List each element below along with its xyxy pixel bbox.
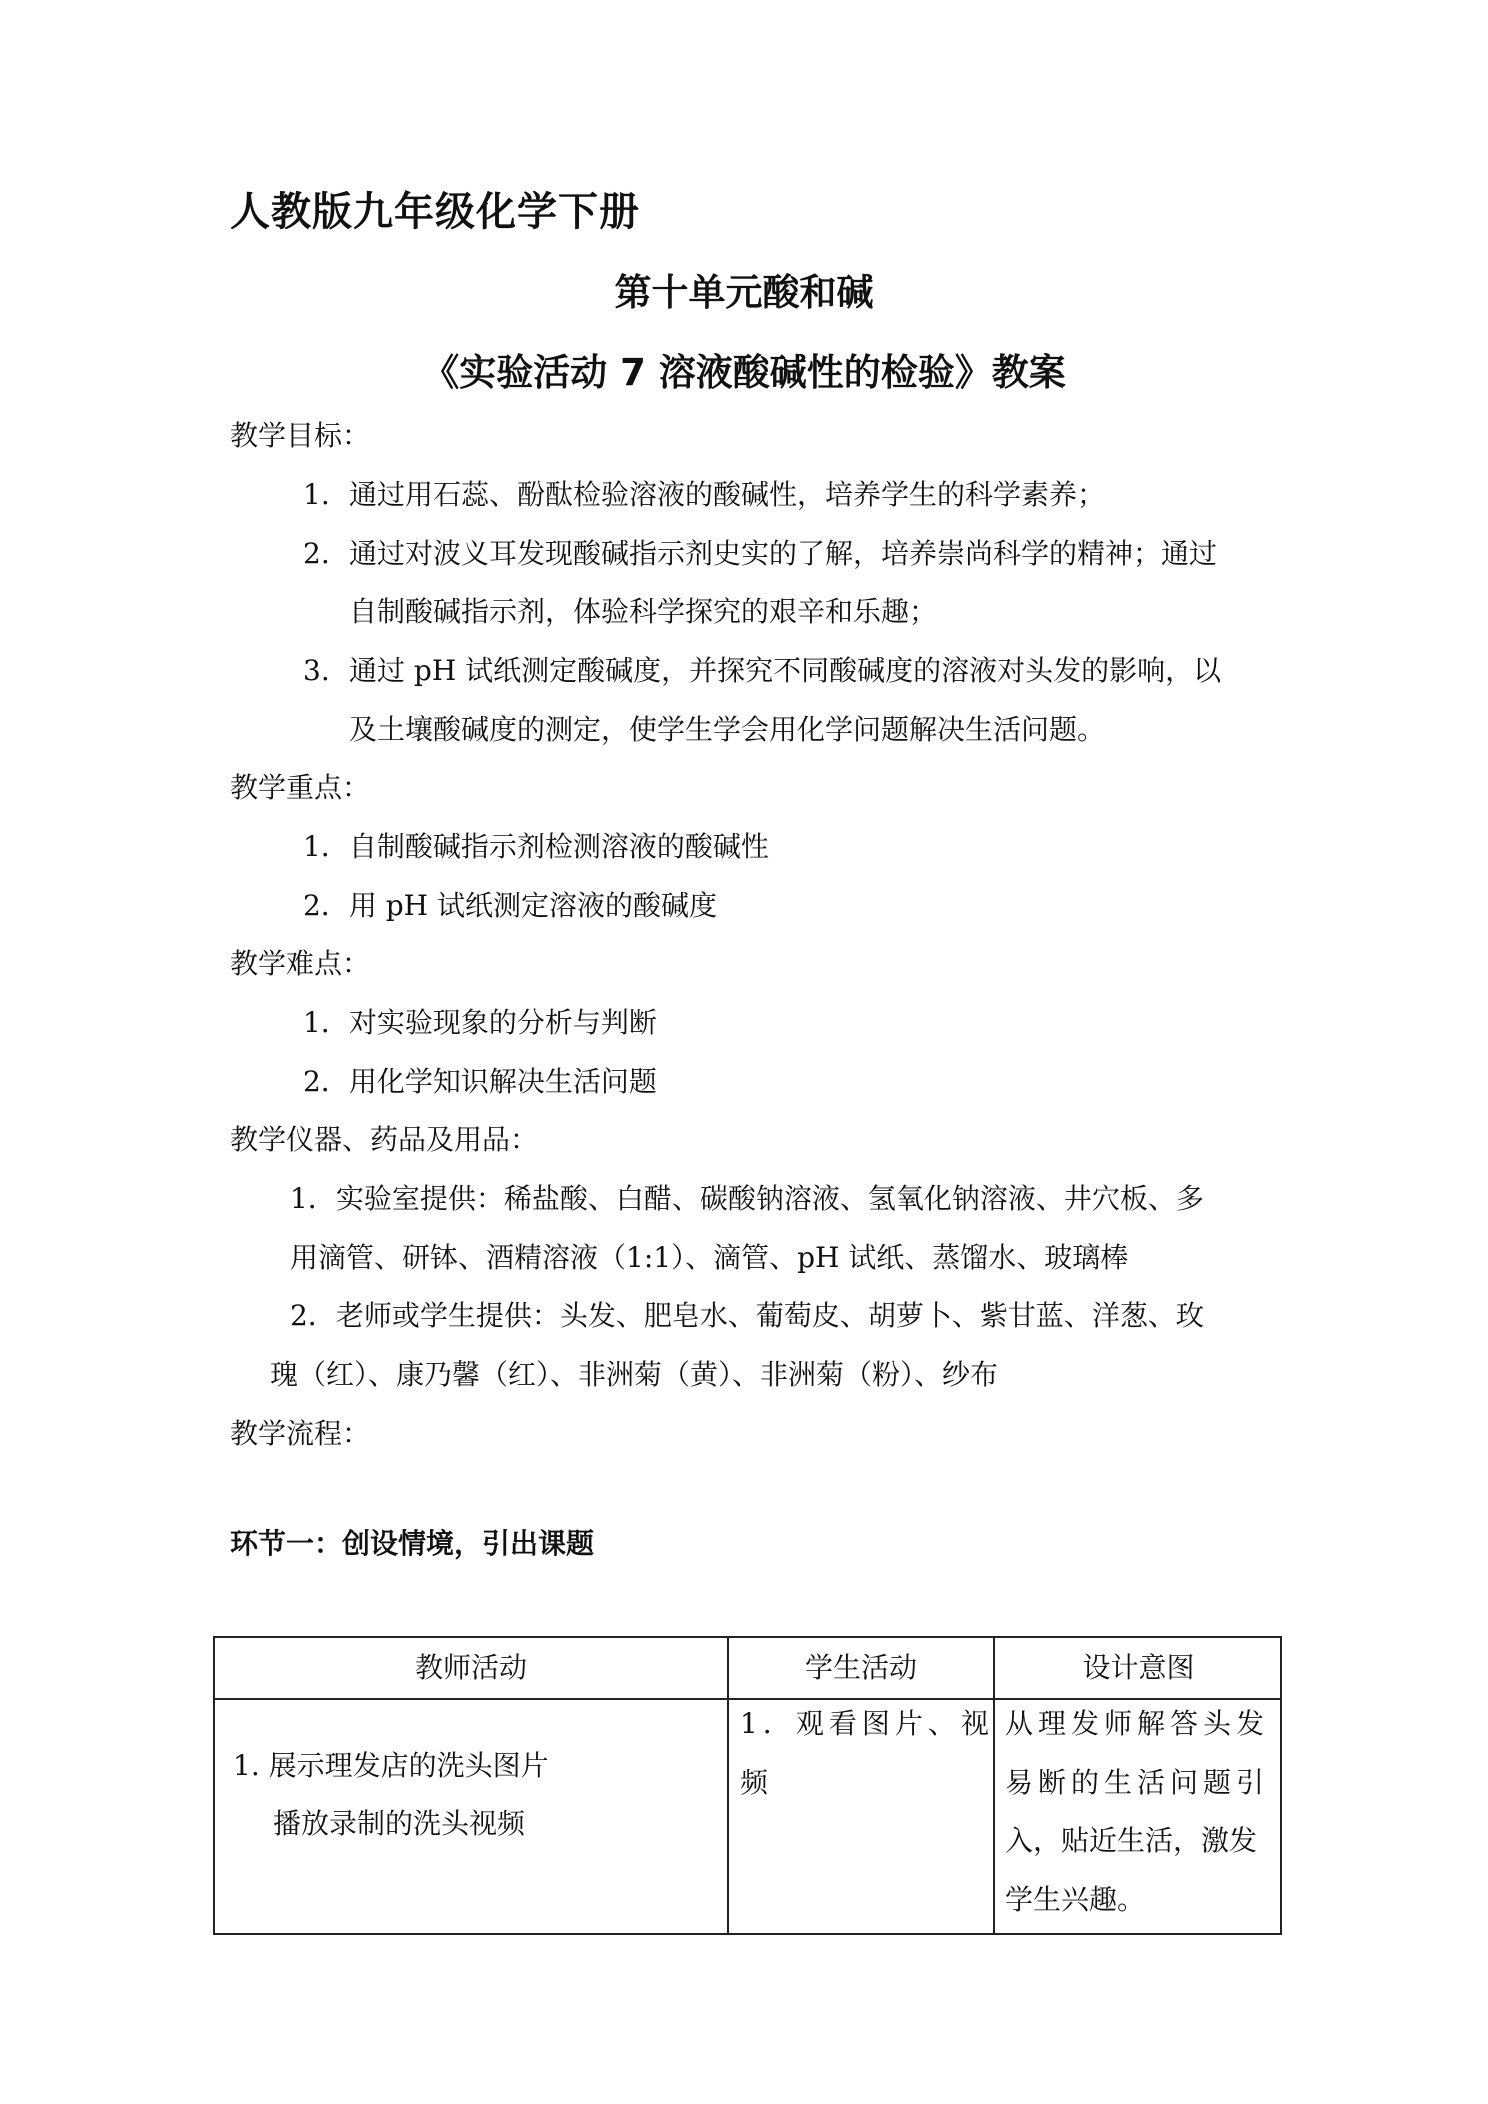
table-header-teacher: 教师活动	[414, 1651, 527, 1684]
design-intent-line-2: 易断的生活问题引	[1005, 1766, 1270, 1799]
student-activity-line-2: 频	[740, 1766, 769, 1799]
activity-table	[213, 1636, 1282, 1935]
materials-item-2: 2．老师或学生提供：头发、肥皂水、葡萄皮、胡萝卜、紫甘蓝、洋葱、玫	[290, 1299, 1204, 1332]
section1-title: 环节一：创设情境，引出课题	[230, 1527, 595, 1560]
difficulty-item-1: 1．对实验现象的分析与判断	[303, 1006, 657, 1039]
key-point-item-1: 1．自制酸碱指示剂检测溶液的酸碱性	[303, 830, 769, 863]
design-intent-line-1: 从理发师解答头发	[1005, 1707, 1270, 1740]
difficulty-item-2: 2．用化学知识解决生活问题	[303, 1065, 657, 1098]
objective-item-2	[303, 536, 1217, 572]
objective-text: 通过 pH 试纸测定酸碱度，并探究不同酸碱度的溶液对头发的影响，以	[349, 654, 1222, 687]
design-intent-line-4: 学生兴趣。	[1005, 1883, 1146, 1916]
design-intent-line-3: 入，贴近生活，激发	[1005, 1824, 1258, 1857]
objectives-label: 教学目标：	[230, 419, 371, 452]
key-point-item-2: 2．用 pH 试纸测定溶液的酸碱度	[303, 889, 717, 922]
teacher-activity-line-1: 1. 展示理发店的洗头图片	[233, 1749, 549, 1782]
objective-item-2-cont: 自制酸碱指示剂，体验科学探究的艰辛和乐趣；	[349, 595, 938, 628]
table-header-student: 学生活动	[804, 1651, 917, 1684]
objective-item-1	[303, 477, 1105, 513]
objective-num: 2.	[303, 537, 330, 570]
process-label: 教学流程：	[230, 1417, 371, 1450]
objective-text: 通过用石蕊、酚酞检验溶液的酸碱性，培养学生的科学素养；	[349, 478, 1106, 511]
materials-item-1: 1．实验室提供：稀盐酸、白醋、碳酸钠溶液、氢氧化钠溶液、井穴板、多	[290, 1182, 1204, 1215]
student-activity-line-1: 1．观看图片、视	[740, 1707, 994, 1740]
materials-item-1-cont: 用滴管、研钵、酒精溶液（1:1）、滴管、pH 试纸、蒸馏水、玻璃棒	[290, 1241, 1129, 1274]
table-header-intent: 设计意图	[1082, 1651, 1195, 1684]
unit-title: 第十单元酸和碱	[614, 271, 874, 314]
objective-num: 1.	[303, 478, 330, 511]
materials-label: 教学仪器、药品及用品：	[230, 1123, 539, 1156]
difficulties-label: 教学难点：	[230, 947, 371, 980]
table-header-divider	[215, 1698, 1280, 1700]
teacher-activity-line-2: 播放录制的洗头视频	[273, 1807, 526, 1840]
materials-item-2-cont: 瑰（红）、康乃馨（红）、非洲菊（黄）、非洲菊（粉）、纱布	[270, 1358, 999, 1391]
objective-text: 通过对波义耳发现酸碱指示剂史实的了解，培养崇尚科学的精神；通过	[349, 537, 1218, 570]
objective-item-3-cont: 及土壤酸碱度的测定，使学生学会用化学问题解决生活问题。	[349, 713, 1106, 746]
objective-item-3	[303, 653, 1221, 689]
book-title: 人教版九年级化学下册	[230, 189, 640, 235]
key-points-label: 教学重点：	[230, 771, 371, 804]
lesson-title: 《实验活动 7 溶液酸碱性的检验》教案	[422, 351, 1066, 394]
objective-num: 3.	[303, 654, 330, 687]
